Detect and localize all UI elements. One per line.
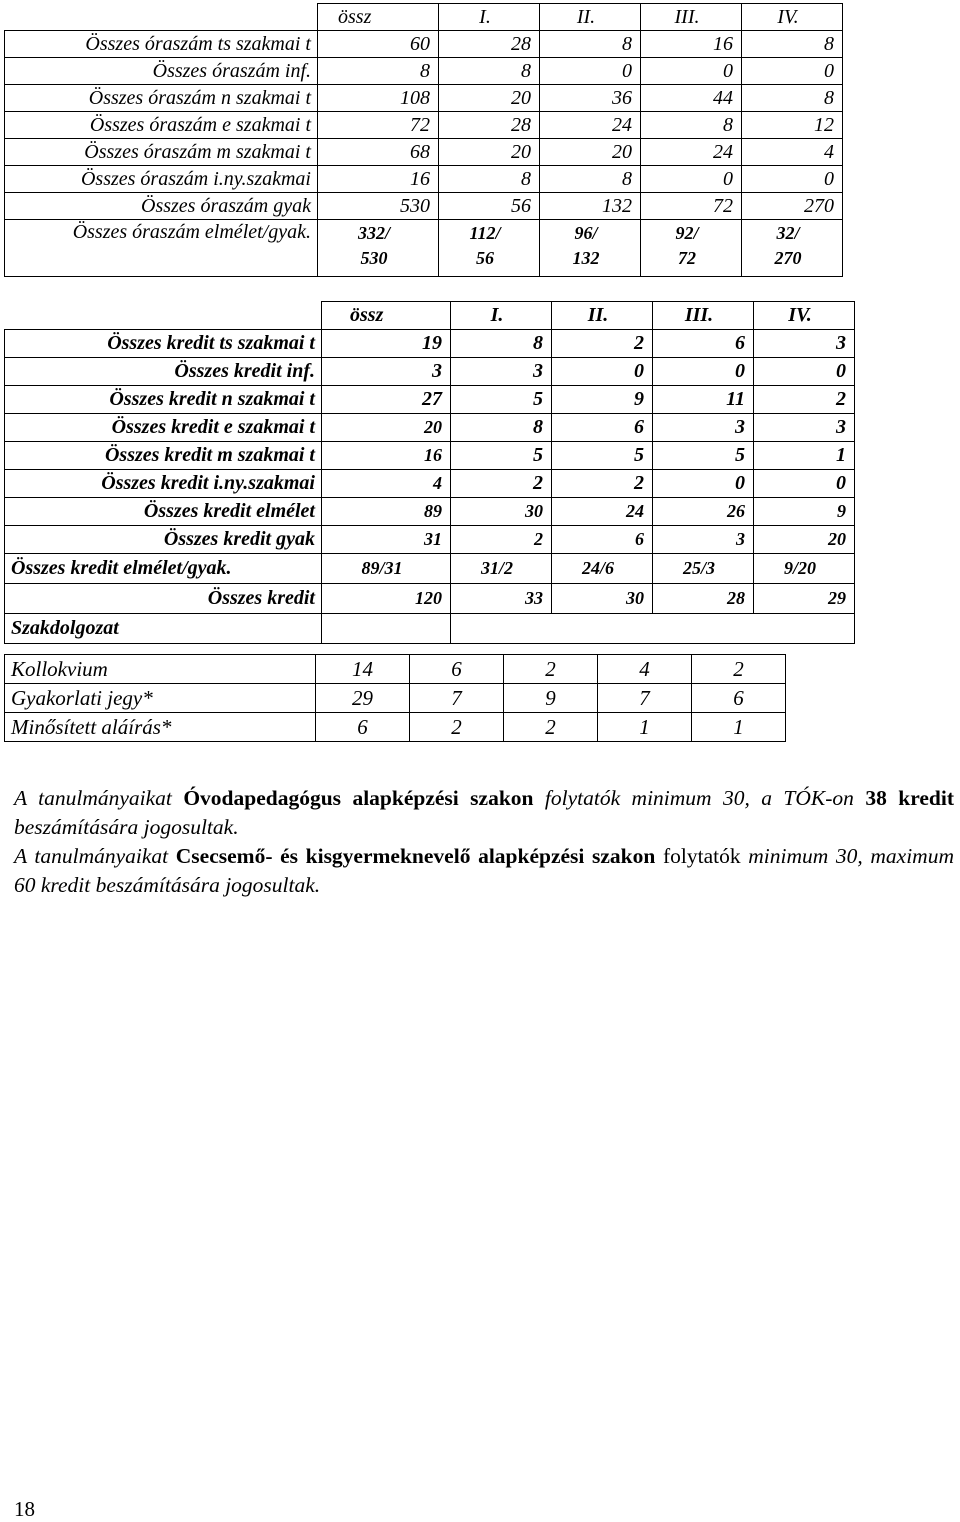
value-cell: 89/31 [322, 554, 451, 584]
table-row [5, 713, 786, 742]
table-row [5, 31, 843, 58]
value-cell: 3 [653, 414, 754, 442]
credits-header-cell: II. [552, 302, 653, 330]
value-cell: 8 [540, 31, 641, 58]
value-cell: 3 [451, 358, 552, 386]
value-cell: 2 [504, 713, 598, 742]
value-cell: 3 [653, 526, 754, 554]
hours-header-cell: III. [641, 4, 742, 31]
value-cell: 6 [316, 713, 410, 742]
value-cell: 44 [641, 85, 742, 112]
paragraph-kindergarten [14, 784, 954, 842]
value-cell: 6 [692, 684, 786, 713]
paragraph-text: folytatók minimum 30, a TÓK-on [533, 785, 866, 810]
table-row [5, 166, 843, 193]
value-cell: 3 [754, 414, 855, 442]
value-cell: 20 [540, 139, 641, 166]
value-cell: 0 [754, 470, 855, 498]
value-cell: 16 [641, 31, 742, 58]
table-row [5, 193, 843, 220]
value-cell: 1 [754, 442, 855, 470]
row-label: Összes óraszám i.ny.szakmai [5, 166, 318, 193]
value-cell: 3 [754, 330, 855, 358]
row-label: Összes kredit [5, 584, 322, 614]
value-cell: 5 [653, 442, 754, 470]
split-bottom: 270 [774, 247, 802, 268]
value-cell: 20 [322, 414, 451, 442]
split-top: 92/ [675, 223, 699, 243]
value-cell: 108 [318, 85, 439, 112]
split-top: 32/ [776, 223, 800, 243]
value-cell: 530 [318, 193, 439, 220]
value-cell: 0 [742, 166, 843, 193]
row-label: Összes kredit ts szakmai t [5, 330, 322, 358]
value-cell: 7 [410, 684, 504, 713]
value-cell: 3 [322, 358, 451, 386]
value-cell: 8 [540, 166, 641, 193]
value-cell: 20 [754, 526, 855, 554]
value-cell: 30 [552, 584, 653, 614]
table-row [5, 470, 855, 498]
value-cell: 5 [451, 386, 552, 414]
value-cell: 8 [742, 85, 843, 112]
value-cell: 16 [322, 442, 451, 470]
value-cell: 16 [318, 166, 439, 193]
split-top: 96/ [574, 223, 598, 243]
value-cell: 2 [451, 470, 552, 498]
value-cell: 0 [540, 58, 641, 85]
paragraph-infant-care [14, 842, 954, 900]
value-cell: 8 [439, 166, 540, 193]
split-bottom: 56 [476, 247, 494, 268]
value-cell: 28 [439, 112, 540, 139]
value-cell: 7 [598, 684, 692, 713]
value-cell: 29 [754, 584, 855, 614]
value-cell: 4 [598, 655, 692, 684]
value-cell: 2 [692, 655, 786, 684]
paragraph-text: beszámítására jogosultak. [14, 814, 239, 839]
table-row [5, 554, 855, 584]
table-row [5, 584, 855, 614]
row-label: Összes kredit gyak [5, 526, 322, 554]
value-cell-empty [552, 614, 653, 644]
value-cell: 2 [504, 655, 598, 684]
credits-header-row [5, 302, 855, 330]
program-name: Csecsemő- és kisgyermeknevelő alapképzési szakon [175, 843, 656, 868]
value-cell: 30 [451, 498, 552, 526]
value-cell: 2 [451, 526, 552, 554]
value-cell: 9 [754, 498, 855, 526]
paragraph-text: folytatók [655, 843, 749, 868]
row-label: Összes kredit inf. [5, 358, 322, 386]
value-cell: 24 [540, 112, 641, 139]
credits-header-cell: I. [451, 302, 552, 330]
value-cell: 20 [439, 139, 540, 166]
value-cell: 0 [742, 58, 843, 85]
value-cell: 31/2 [451, 554, 552, 584]
value-cell: 9/20 [754, 554, 855, 584]
value-cell: 0 [653, 470, 754, 498]
split-bottom: 530 [360, 247, 388, 268]
value-cell: 24/6 [552, 554, 653, 584]
hours-header-cell: II. [540, 4, 641, 31]
value-cell: 6 [552, 414, 653, 442]
value-cell: 56 [439, 193, 540, 220]
value-cell-empty [451, 614, 552, 644]
row-label: Összes kredit n szakmai t [5, 386, 322, 414]
page-number: 18 [14, 1497, 35, 1521]
table-row [5, 58, 843, 85]
value-cell: 6 [410, 655, 504, 684]
row-label: Összes kredit elmélet [5, 498, 322, 526]
row-label: Összes kredit e szakmai t [5, 414, 322, 442]
value-cell: 72 [641, 193, 742, 220]
value-cell: 5 [552, 442, 653, 470]
row-label: Összes óraszám inf. [5, 58, 318, 85]
value-cell: 8 [742, 31, 843, 58]
assessment-table [4, 654, 786, 742]
value-cell: 1 [598, 713, 692, 742]
row-label: Kollokvium [5, 655, 316, 684]
value-cell: 8 [641, 112, 742, 139]
table-row [5, 614, 855, 644]
paragraph-text: minimum 30, maximum 60 kredit beszámítására jogosultak. [14, 843, 954, 897]
row-label: Összes óraszám elmélet/gyak. [5, 220, 318, 277]
table-row [5, 85, 843, 112]
value-cell: 5 [451, 442, 552, 470]
value-cell: 27 [322, 386, 451, 414]
value-cell: 2 [552, 330, 653, 358]
row-label: Összes óraszám n szakmai t [5, 85, 318, 112]
table-row [5, 358, 855, 386]
value-cell: 6 [653, 330, 754, 358]
value-cell: 29 [316, 684, 410, 713]
value-cell: 19 [322, 330, 451, 358]
hours-header-cell: I. [439, 4, 540, 31]
value-cell: 4 [742, 139, 843, 166]
table-row [5, 386, 855, 414]
row-label: Szakdolgozat [5, 614, 322, 644]
program-name: Óvodapedagógus alapképzési szakon [183, 785, 534, 810]
table-row [5, 684, 786, 713]
table-row [5, 526, 855, 554]
value-cell: 9 [552, 386, 653, 414]
split-top: 112/ [469, 223, 501, 243]
row-label: Összes óraszám e szakmai t [5, 112, 318, 139]
paragraph-text: A tanulmányaikat [14, 843, 176, 868]
value-cell: 132 [540, 193, 641, 220]
row-label: Gyakorlati jegy* [5, 684, 316, 713]
split-top: 332/ [357, 223, 390, 243]
value-cell: 33 [451, 584, 552, 614]
value-cell: 8 [451, 414, 552, 442]
value-cell: 20 [439, 85, 540, 112]
credits-header-cell: IV. [754, 302, 855, 330]
hours-header-blank [5, 4, 318, 31]
value-cell: 25/3 [653, 554, 754, 584]
hours-table [4, 3, 843, 277]
table-row [5, 442, 855, 470]
row-label: Összes kredit elmélet/gyak. [5, 554, 322, 584]
credits-header-cell: össz [322, 302, 451, 330]
split-value-cell [439, 220, 540, 277]
value-cell: 36 [540, 85, 641, 112]
table-row [5, 330, 855, 358]
row-label: Összes óraszám gyak [5, 193, 318, 220]
value-cell: 24 [552, 498, 653, 526]
value-cell-empty [653, 614, 754, 644]
value-cell: 9 [504, 684, 598, 713]
value-cell: 120 [322, 584, 451, 614]
row-label: Minősített aláírás* [5, 713, 316, 742]
value-cell: 2 [552, 470, 653, 498]
value-cell-empty [322, 614, 451, 644]
split-bottom: 132 [572, 247, 600, 268]
value-cell: 14 [316, 655, 410, 684]
value-cell: 11 [653, 386, 754, 414]
value-cell: 60 [318, 31, 439, 58]
value-cell: 0 [552, 358, 653, 386]
split-bottom: 72 [678, 247, 696, 268]
value-cell: 28 [439, 31, 540, 58]
split-value-cell [540, 220, 641, 277]
value-cell: 68 [318, 139, 439, 166]
value-cell: 2 [754, 386, 855, 414]
value-cell: 0 [641, 166, 742, 193]
value-cell: 0 [754, 358, 855, 386]
value-cell: 28 [653, 584, 754, 614]
split-value-cell [318, 220, 439, 277]
row-label: Összes óraszám ts szakmai t [5, 31, 318, 58]
value-cell: 72 [318, 112, 439, 139]
value-cell: 31 [322, 526, 451, 554]
row-label: Összes óraszám m szakmai t [5, 139, 318, 166]
value-cell: 0 [653, 358, 754, 386]
hours-header-cell: IV. [742, 4, 843, 31]
table-row [5, 655, 786, 684]
table-row-split [5, 220, 843, 277]
value-cell: 6 [552, 526, 653, 554]
value-cell: 8 [439, 58, 540, 85]
value-cell: 8 [451, 330, 552, 358]
paragraph-text: A tanulmányaikat [14, 785, 184, 810]
value-cell: 0 [641, 58, 742, 85]
credits-header-cell: III. [653, 302, 754, 330]
value-cell: 12 [742, 112, 843, 139]
table-row [5, 414, 855, 442]
split-value-cell [742, 220, 843, 277]
value-cell: 4 [322, 470, 451, 498]
hours-header-cell: össz [318, 4, 439, 31]
value-cell: 24 [641, 139, 742, 166]
value-cell: 1 [692, 713, 786, 742]
split-value-cell [641, 220, 742, 277]
value-cell-empty [754, 614, 855, 644]
value-cell: 2 [410, 713, 504, 742]
credits-table [4, 301, 855, 644]
table-row [5, 498, 855, 526]
table-row [5, 112, 843, 139]
value-cell: 89 [322, 498, 451, 526]
value-cell: 270 [742, 193, 843, 220]
row-label: Összes kredit i.ny.szakmai [5, 470, 322, 498]
value-cell: 26 [653, 498, 754, 526]
value-cell: 8 [318, 58, 439, 85]
hours-header-row [5, 4, 843, 31]
credit-amount: 38 kredit [865, 785, 954, 810]
table-row [5, 139, 843, 166]
credits-header-blank [5, 302, 322, 330]
row-label: Összes kredit m szakmai t [5, 442, 322, 470]
